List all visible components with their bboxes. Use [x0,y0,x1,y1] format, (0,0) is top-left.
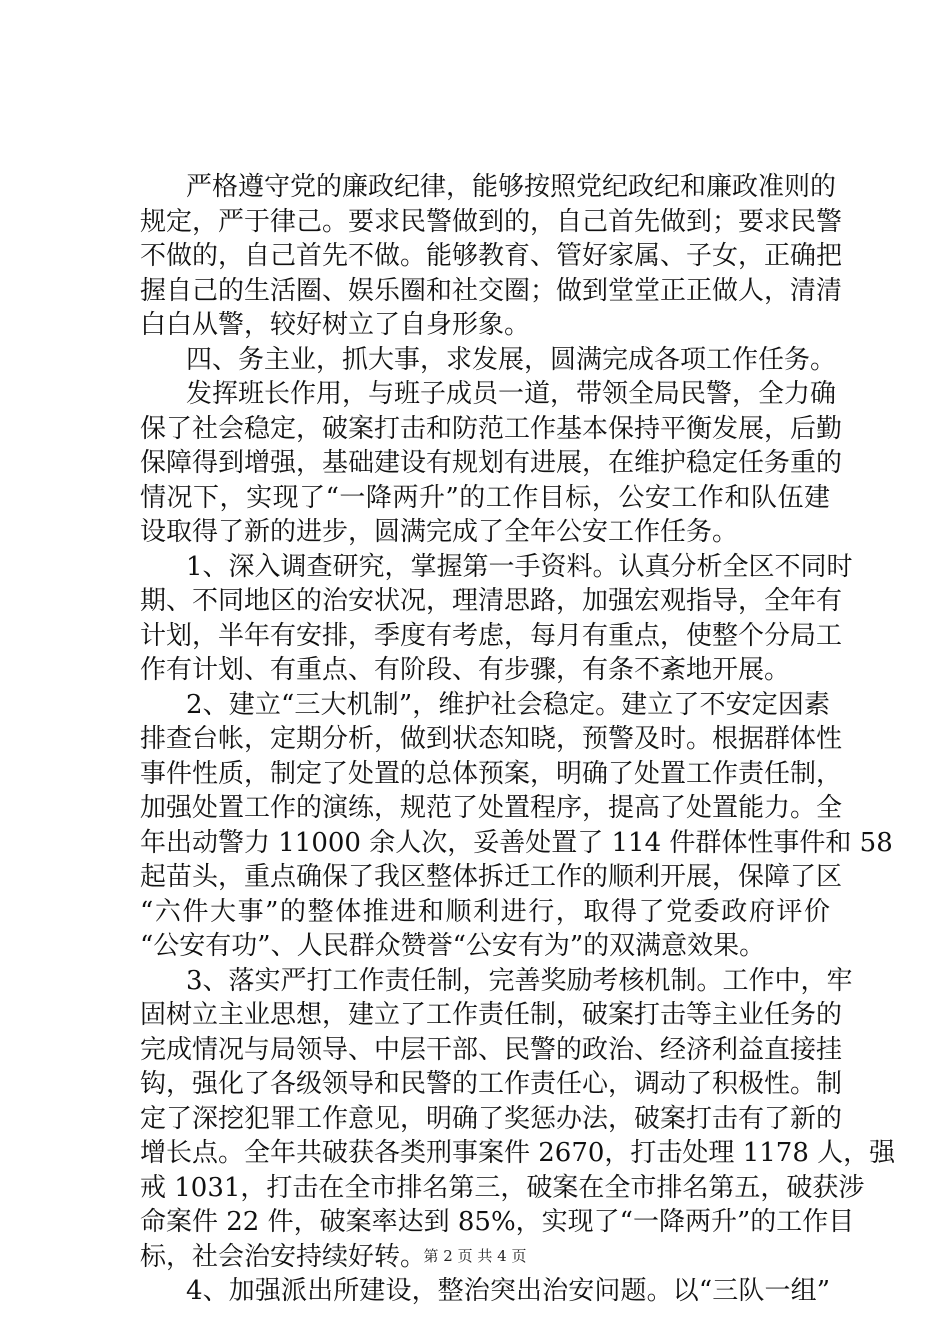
text-line: 加强处置工作的演练，规范了处置程序，提高了处置能力。全 [140,793,843,823]
text-line: 计划，半年有安排，季度有考虑，每月有重点，使整个分局工 [140,620,843,651]
text-line: 标，社会治安持续好转。 [140,1241,427,1272]
text-line: 钩，强化了各级领导和民警的工作责任心，调动了积极性。制 [140,1069,843,1099]
text-line: 作有计划、有重点、有阶段、有步骤，有条不紊地开展。 [140,655,791,685]
text-line: 事件性质，制定了处置的总体预案，明确了处置工作责任制， [140,758,843,789]
text-line: 握自己的生活圈、娱乐圈和社交圈；做到堂堂正正做人，清清 [140,275,843,306]
text-line: 规定，严于律己。要求民警做到的，自己首先做到；要求民警 [140,206,843,237]
text-line: 保障得到增强，基础建设有规划有进展，在维护稳定任务重的 [140,448,843,478]
text-line: 白白从警，较好树立了自身形象。 [140,310,531,340]
text-line: 4、加强派出所建设，整治突出治安问题。以“三队一组” [186,1276,830,1306]
text-line: 增长点。全年共破获各类刑事案件 2670，打击处理 1178 人，强 [140,1138,896,1168]
text-line: 四、务主业，抓大事，求发展，圆满完成各项工作任务。 [186,344,837,375]
text-line: “公安有功”、人民群众赞誉“公安有为”的双满意效果。 [140,931,766,961]
text-line: 戒 1031，打击在全市排名第三，破案在全市排名第五，破获涉 [140,1172,865,1203]
text-line: 情况下，实现了“一降两升”的工作目标，公安工作和队伍建 [140,482,830,513]
text-line: 命案件 22 件，破案率达到 85%，实现了“一降两升”的工作目 [140,1207,855,1237]
text-line: 设取得了新的进步，圆满完成了全年公安工作任务。 [140,517,739,547]
text-line: “六件大事”的整体推进和顺利进行，取得了党委政府评价 [140,896,830,927]
text-line: 3、落实严打工作责任制，完善奖励考核机制。工作中，牢 [186,965,853,996]
text-line: 完成情况与局领导、中层干部、民警的政治、经济利益直接挂 [140,1034,843,1065]
page-footer: 第 2 页 共 4 页 [423,1247,527,1265]
text-line: 保了社会稳定，破案打击和防范工作基本保持平衡发展，后勤 [140,413,843,444]
text-line: 不做的，自己首先不做。能够教育、管好家属、子女，正确把 [140,241,843,271]
text-line: 严格遵守党的廉政纪律，能够按照党纪政纪和廉政准则的 [186,172,837,202]
text-line: 期、不同地区的治安状况，理清思路，加强宏观指导，全年有 [140,586,843,616]
text-line: 定了深挖犯罪工作意见，明确了奖惩办法，破案打击有了新的 [140,1103,843,1134]
text-line: 2、建立“三大机制”，维护社会稳定。建立了不安定因素 [186,689,830,720]
text-line: 起苗头，重点确保了我区整体拆迁工作的顺利开展，保障了区 [140,862,843,892]
text-line: 发挥班长作用，与班子成员一道，带领全局民警，全力确 [186,379,837,409]
text-line: 1、深入调查研究，掌握第一手资料。认真分析全区不同时 [186,551,853,582]
text-line: 排查台帐，定期分析，做到状态知晓，预警及时。根据群体性 [140,724,843,754]
text-line: 年出动警力 11000 余人次，妥善处置了 114 件群体性事件和 58 [140,827,893,858]
body-text [140,170,896,1309]
text-line: 固树立主业思想，建立了工作责任制，破案打击等主业任务的 [140,1000,843,1030]
